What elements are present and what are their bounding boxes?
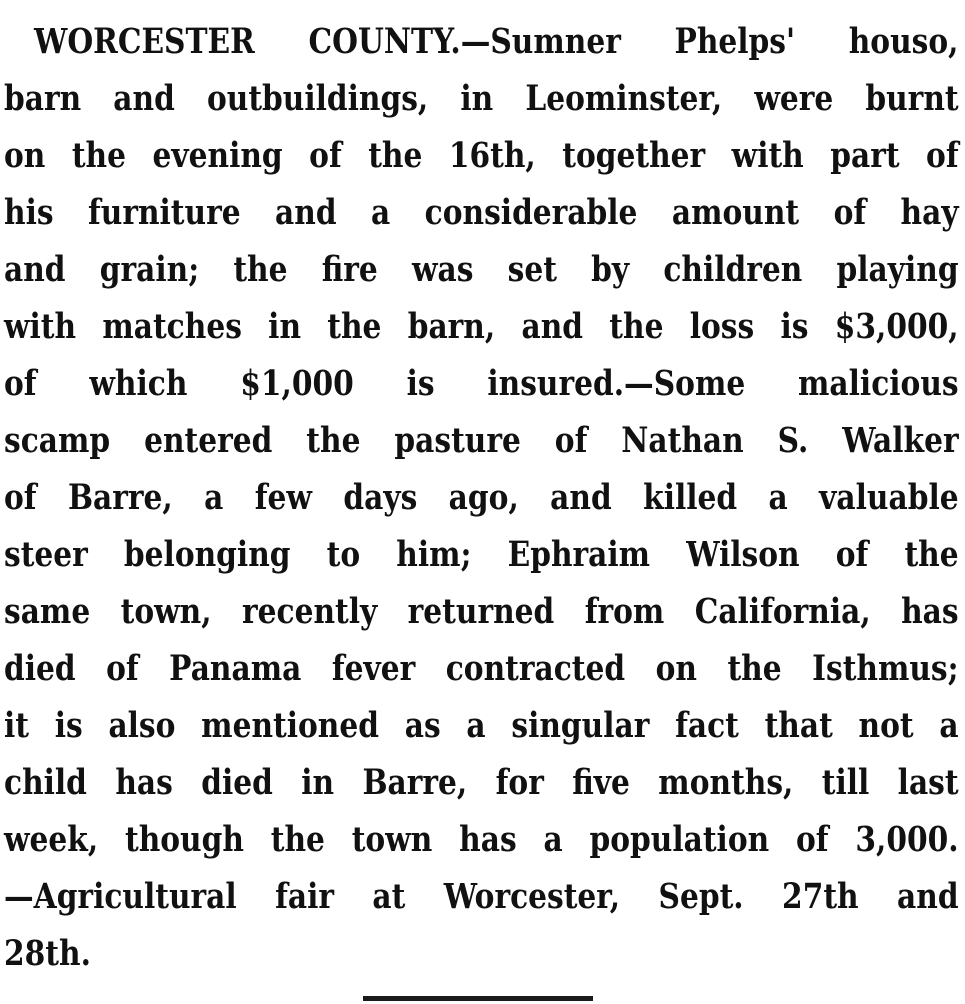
- article-line: 28th.: [4, 934, 91, 974]
- article-line: his furniture and a considerable amount of hay: [4, 193, 959, 233]
- article-line: barn and outbuildings, in Leominster, were burnt: [4, 79, 959, 119]
- article-line: child has died in Barre, for five months, till last: [4, 763, 959, 803]
- article-line: of Barre, a few days ago, and killed a valuable: [4, 478, 959, 518]
- article-line: died of Panama fever contracted on the Isthmus;: [4, 649, 959, 689]
- article-line: —Agricultural fair at Worcester, Sept. 27th and: [4, 877, 959, 917]
- section-divider: [363, 996, 593, 1001]
- article-line: on the evening of the 16th, together with part of: [4, 136, 959, 176]
- article-line: it is also mentioned as a singular fact that not a: [4, 706, 959, 746]
- article-line: WORCESTER COUNTY.—Sumner Phelps' houso,: [34, 22, 959, 62]
- article-line: and grain; the fire was set by children playing: [4, 250, 959, 290]
- article-line: of which $1,000 is insured.—Some malicious: [4, 364, 959, 404]
- article-line: scamp entered the pasture of Nathan S. Walker: [4, 421, 959, 461]
- article-line: week, though the town has a population of 3,000.: [4, 820, 959, 860]
- article-line: same town, recently returned from California, has: [4, 592, 959, 632]
- article-line: with matches in the barn, and the loss is $3,000,: [4, 307, 959, 347]
- article-line: steer belonging to him; Ephraim Wilson of the: [4, 535, 959, 575]
